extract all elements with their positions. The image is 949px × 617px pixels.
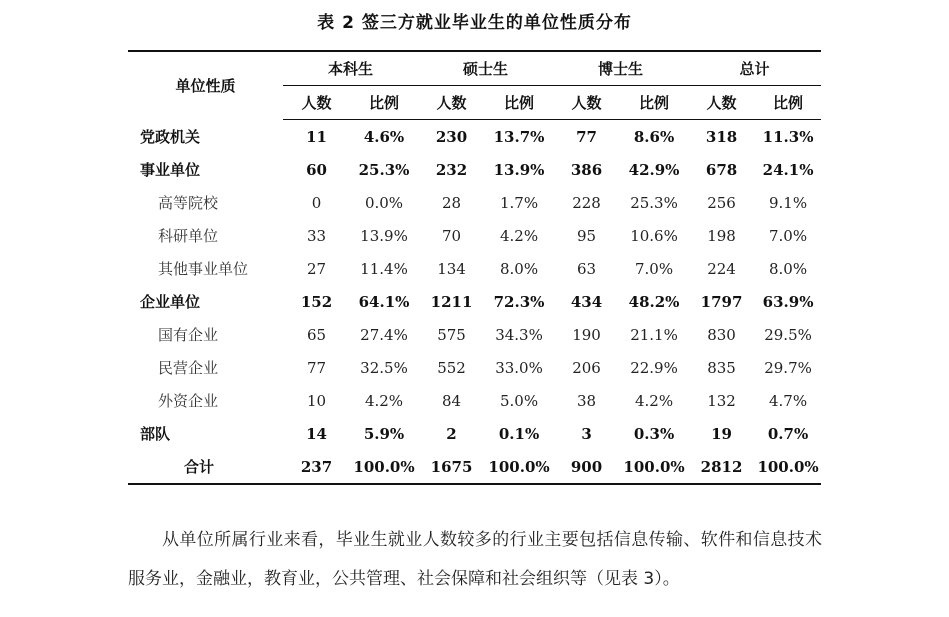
cell: 2	[446, 424, 457, 443]
cell: 152	[300, 292, 333, 311]
cell: 206	[572, 358, 601, 377]
cell: 8.0%	[769, 259, 808, 278]
cell: 5.0%	[499, 391, 539, 410]
cell: 386	[570, 160, 603, 179]
cell: 11	[306, 127, 327, 146]
cell: 11.3%	[762, 127, 814, 146]
row-label: 高等院校	[158, 194, 219, 212]
table-row	[128, 153, 821, 186]
cell: 1675	[418, 450, 485, 484]
table-row	[128, 186, 821, 219]
cell: 1797	[700, 292, 743, 311]
cell: 1.7%	[499, 193, 539, 212]
cell: 24.1%	[762, 160, 814, 179]
cell: 198	[707, 226, 736, 245]
cell: 70	[441, 226, 462, 245]
cell: 552	[437, 358, 466, 377]
cell: 8.6%	[633, 127, 675, 146]
cell: 28	[441, 193, 462, 212]
header-group-total: 总计	[688, 51, 821, 86]
cell: 19	[711, 424, 732, 443]
header-count: 人数	[283, 86, 350, 120]
header-unit-type: 单位性质	[128, 51, 283, 120]
cell: 100.0%	[620, 450, 688, 484]
cell: 134	[437, 259, 466, 278]
cell: 63.9%	[762, 292, 814, 311]
cell: 65	[306, 325, 327, 344]
cell: 72.3%	[493, 292, 545, 311]
cell: 256	[707, 193, 736, 212]
header-group-master: 硕士生	[418, 51, 553, 86]
header-count: 人数	[418, 86, 485, 120]
cell: 27.4%	[360, 325, 408, 344]
cell: 100.0%	[485, 450, 553, 484]
header-count: 人数	[553, 86, 620, 120]
cell: 232	[435, 160, 468, 179]
cell: 100.0%	[350, 450, 418, 484]
cell: 318	[705, 127, 738, 146]
cell: 10.6%	[630, 226, 678, 245]
cell: 63	[576, 259, 597, 278]
table-row	[128, 318, 821, 351]
cell: 230	[435, 127, 468, 146]
cell: 900	[553, 450, 620, 484]
cell: 42.9%	[628, 160, 680, 179]
cell: 434	[570, 292, 603, 311]
cell: 0.3%	[633, 424, 675, 443]
cell: 13.7%	[493, 127, 545, 146]
table-row-total	[128, 450, 821, 484]
cell: 77	[576, 127, 597, 146]
cell: 4.6%	[363, 127, 405, 146]
cell: 5.9%	[363, 424, 405, 443]
cell: 11.4%	[360, 259, 408, 278]
cell: 33.0%	[495, 358, 543, 377]
cell: 38	[576, 391, 597, 410]
cell: 0.0%	[364, 193, 404, 212]
row-label: 企业单位	[140, 293, 201, 311]
header-ratio: 比例	[350, 86, 418, 120]
cell: 228	[572, 193, 601, 212]
header-ratio: 比例	[755, 86, 821, 120]
cell: 4.7%	[769, 391, 808, 410]
cell: 33	[306, 226, 327, 245]
cell: 34.3%	[495, 325, 543, 344]
cell: 575	[437, 325, 466, 344]
cell: 0	[311, 193, 322, 212]
header-group-phd: 博士生	[553, 51, 688, 86]
cell: 7.0%	[634, 259, 674, 278]
cell: 4.2%	[499, 226, 539, 245]
cell: 830	[707, 325, 736, 344]
cell: 3	[581, 424, 592, 443]
header-row-groups	[128, 51, 821, 86]
cell: 7.0%	[769, 226, 808, 245]
row-label: 民营企业	[158, 359, 219, 377]
cell: 14	[306, 424, 327, 443]
cell: 4.2%	[634, 391, 674, 410]
table-row	[128, 285, 821, 318]
cell: 22.9%	[630, 358, 678, 377]
header-count: 人数	[688, 86, 755, 120]
cell: 64.1%	[358, 292, 410, 311]
header-group-undergrad: 本科生	[283, 51, 418, 86]
cell: 21.1%	[630, 325, 678, 344]
cell: 1211	[430, 292, 473, 311]
header-ratio: 比例	[485, 86, 553, 120]
row-label: 部队	[140, 425, 171, 443]
header-ratio: 比例	[620, 86, 688, 120]
table-row	[128, 384, 821, 417]
row-label: 国有企业	[158, 326, 219, 344]
cell: 32.5%	[360, 358, 408, 377]
cell: 678	[705, 160, 738, 179]
cell: 100.0%	[755, 450, 821, 484]
table-row	[128, 219, 821, 252]
unit-type-table	[128, 50, 821, 485]
cell: 27	[306, 259, 327, 278]
cell: 29.5%	[764, 325, 812, 344]
cell: 60	[306, 160, 327, 179]
body-paragraph: 从单位所属行业来看，毕业生就业人数较多的行业主要包括信息传输、软件和信息技术服务业，金融业，教育业，公共管理、社会保障和社会组织等（见表 3）。	[128, 530, 822, 589]
cell: 4.2%	[364, 391, 404, 410]
cell: 224	[707, 259, 736, 278]
cell: 13.9%	[360, 226, 408, 245]
cell: 0.7%	[767, 424, 809, 443]
cell: 13.9%	[493, 160, 545, 179]
row-label: 合计	[128, 450, 283, 484]
table-row	[128, 252, 821, 285]
cell: 0.1%	[498, 424, 540, 443]
cell: 190	[572, 325, 601, 344]
cell: 25.3%	[630, 193, 678, 212]
cell: 8.0%	[499, 259, 539, 278]
row-label: 其他事业单位	[158, 260, 249, 278]
cell: 48.2%	[628, 292, 680, 311]
cell: 77	[306, 358, 327, 377]
cell: 237	[283, 450, 350, 484]
row-label: 科研单位	[158, 227, 219, 245]
cell: 2812	[688, 450, 755, 484]
cell: 25.3%	[358, 160, 410, 179]
cell: 95	[576, 226, 597, 245]
row-label: 党政机关	[140, 127, 201, 146]
table-title: 表 2 签三方就业毕业生的单位性质分布	[317, 13, 632, 33]
cell: 9.1%	[769, 193, 808, 212]
row-label: 事业单位	[140, 161, 201, 179]
row-label: 外资企业	[158, 392, 219, 410]
cell: 10	[306, 391, 327, 410]
table-row	[128, 417, 821, 450]
cell: 835	[707, 358, 736, 377]
table-row	[128, 120, 821, 154]
cell: 29.7%	[764, 358, 812, 377]
cell: 132	[707, 391, 736, 410]
table-row	[128, 351, 821, 384]
cell: 84	[441, 391, 462, 410]
